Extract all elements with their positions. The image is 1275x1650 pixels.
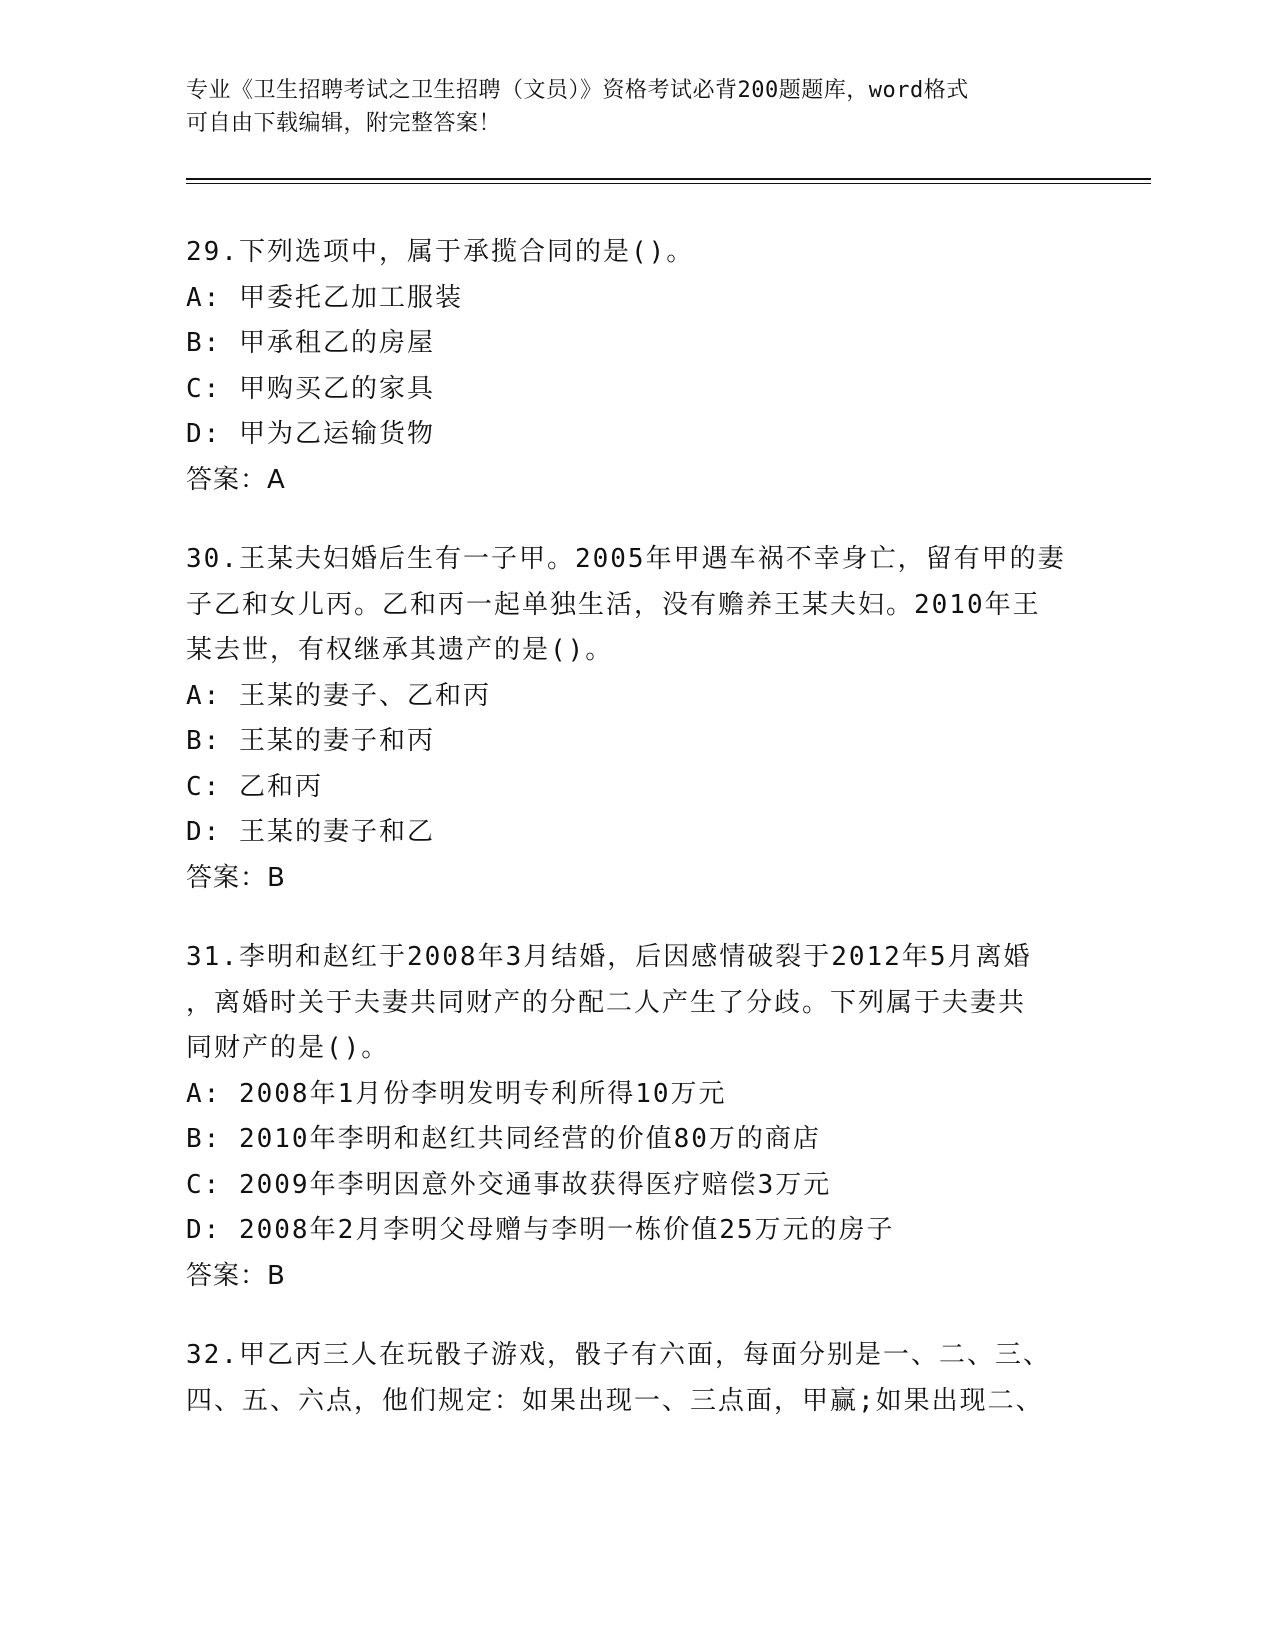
question-text: 31.李明和赵红于2008年3月结婚，后因感情破裂于2012年5月离婚 xyxy=(186,942,1032,972)
question-32 xyxy=(186,1333,1086,1424)
option-a: A: 王某的妻子、乙和丙 xyxy=(186,680,491,711)
question-30 xyxy=(186,537,1086,901)
option-b: B: 2010年李明和赵红共同经营的价值80万的商店 xyxy=(186,1124,821,1154)
question-text: 30.王某夫妇婚后生有一子甲。2005年甲遇车祸不幸身亡，留有甲的妻 xyxy=(186,544,1066,574)
question-text: 子乙和女儿丙。乙和丙一起单独生活，没有赡养王某夫妇。2010年王 xyxy=(186,589,1041,620)
answer: 答案：B xyxy=(186,1260,286,1291)
question-text: 某去世，有权继承其遗产的是()。 xyxy=(186,635,614,665)
header-line-1: 专业《卫生招聘考试之卫生招聘（文员）》资格考试必背200题题库，word格式 xyxy=(186,78,969,103)
option-d: D: 甲为乙运输货物 xyxy=(186,419,435,449)
option-a: A: 甲委托乙加工服装 xyxy=(186,282,463,313)
header-divider xyxy=(186,178,1151,180)
option-b: B: 王某的妻子和丙 xyxy=(186,726,435,756)
answer: 答案：A xyxy=(186,464,286,495)
question-text: 29.下列选项中，属于承揽合同的是()。 xyxy=(186,237,695,267)
answer: 答案：B xyxy=(186,862,286,893)
question-text: ，离婚时关于夫妻共同财产的分配二人产生了分歧。下列属于夫妻共 xyxy=(186,987,1027,1018)
option-d: D: 2008年2月李明父母赠与李明一栋价值25万元的房子 xyxy=(186,1215,895,1245)
question-text: 四、五、六点，他们规定：如果出现一、三点面，甲赢;如果出现二、 xyxy=(186,1385,1044,1416)
question-text: 同财产的是()。 xyxy=(186,1033,390,1063)
header-line-2: 可自由下载编辑，附完整答案！ xyxy=(186,111,502,136)
header-divider-thin xyxy=(186,183,1151,184)
option-d: D: 王某的妻子和乙 xyxy=(186,817,435,847)
option-a: A: 2008年1月份李明发明专利所得10万元 xyxy=(186,1078,727,1109)
question-31 xyxy=(186,935,1086,1299)
question-29 xyxy=(186,230,1086,503)
option-c: C: 乙和丙 xyxy=(186,771,323,802)
question-list xyxy=(186,230,1086,1458)
option-c: C: 甲购买乙的家具 xyxy=(186,373,435,404)
option-b: B: 甲承租乙的房屋 xyxy=(186,328,435,358)
question-text: 32.甲乙丙三人在玩骰子游戏，骰子有六面，每面分别是一、二、三、 xyxy=(186,1340,1051,1370)
option-c: C: 2009年李明因意外交通事故获得医疗赔偿3万元 xyxy=(186,1169,832,1200)
document-header xyxy=(186,74,1066,140)
